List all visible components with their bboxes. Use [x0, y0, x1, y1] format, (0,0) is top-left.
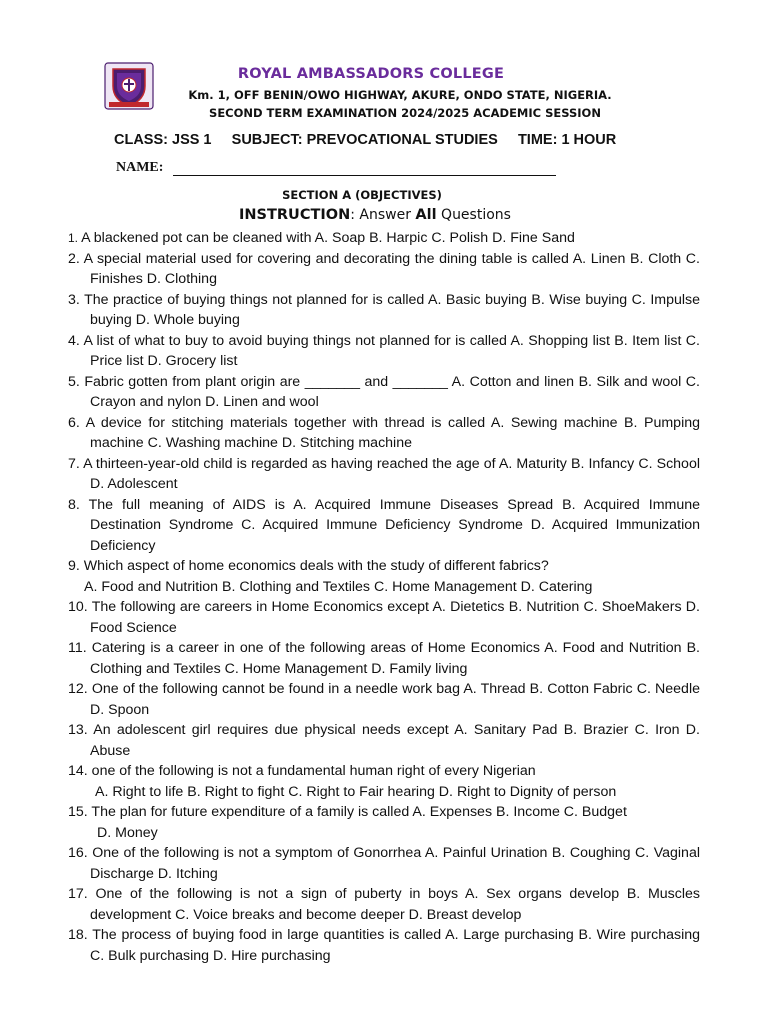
question-item: 7. A thirteen-year-old child is regarded as having reached the age of A. Maturity B. Infancy C. School D. Adolescent — [68, 455, 700, 492]
question-item: 18. The process of buying food in large quantities is called A. Large purchasing B. Wire purchasing C. Bulk purchasing D. Hire purchasing — [68, 927, 700, 964]
name-blank-line[interactable] — [173, 175, 556, 176]
exam-title: SECOND TERM EXAMINATION 2024/2025 ACADEMIC SESSION — [209, 106, 601, 120]
question-item: 14. one of the following is not a fundamental human right of every Nigerian — [68, 763, 536, 779]
instruction-colon: : — [350, 207, 355, 223]
section-title: SECTION A (OBJECTIVES) — [282, 188, 442, 202]
school-name: ROYAL AMBASSADORS COLLEGE — [237, 66, 505, 82]
question-item: 2. A special material used for covering and decorating the dining table is called A. Linen B. Cloth C. Finishes D. Clothing — [68, 250, 700, 287]
question-item: 16. One of the following is not a symptom of Gonorrhea A. Painful Urination B. Coughing C. Vaginal Discharge D. Itching — [68, 845, 700, 882]
time-label: TIME: 1 HOUR — [517, 132, 617, 148]
class-label: CLASS: JSS 1 — [114, 132, 212, 148]
question-item: 3. The practice of buying things not planned for is called A. Basic buying B. Wise buying C. Impulse buying D. Whole buying — [68, 291, 700, 328]
question-item: 4. A list of what to buy to avoid buying things not planned for is called A. Shopping list B. Item list C. Price list D. Grocery list — [68, 332, 700, 369]
question-options: D. Money — [97, 824, 158, 841]
subject-label: SUBJECT: PREVOCATIONAL STUDIES — [231, 132, 498, 148]
instruction-label: INSTRUCTION — [239, 207, 351, 223]
question-item: 15. The plan for future expenditure of a family is called A. Expenses B. Income C. Budget — [68, 804, 627, 820]
question-item: 13. An adolescent girl requires due physical needs except A. Sanitary Pad B. Brazier C. Iron D. Abuse — [68, 722, 700, 759]
class-subject-time-line — [114, 132, 616, 148]
question-options: A. Food and Nutrition B. Clothing and Textiles C. Home Management D. Catering — [84, 578, 593, 595]
instruction-post: Questions — [436, 207, 511, 223]
question-list — [68, 228, 700, 966]
question-item: 17. One of the following is not a sign of puberty in boys A. Sex organs develop B. Muscles development C. Voice breaks and become deeper D. Breast develop — [68, 886, 700, 923]
question-item: 9. Which aspect of home economics deals with the study of different fabrics? — [68, 558, 549, 574]
question-item: 6. A device for stitching materials together with thread is called A. Sewing machine B. Pumping machine C. Washing machine D. Stitching machine — [68, 414, 700, 451]
question-item: 8. The full meaning of AIDS is A. Acquired Immune Diseases Spread B. Acquired Immune Destination Syndrome C. Acquired Immune Deficiency Syndrome D. Acquired Immunization Deficiency — [68, 496, 700, 554]
instruction — [0, 207, 750, 223]
instruction-all: All — [415, 207, 437, 223]
school-address: Km. 1, OFF BENIN/OWO HIGHWAY, AKURE, ONDO STATE, NIGERIA. — [188, 88, 612, 102]
question-item: 1. A blackened pot can be cleaned with A. Soap B. Harpic C. Polish D. Fine Sand — [68, 230, 575, 246]
question-options: A. Right to life B. Right to fight C. Right to Fair hearing D. Right to Dignity of person — [95, 783, 617, 800]
name-label: NAME: — [116, 160, 164, 175]
question-item: 10. The following are careers in Home Economics except A. Dietetics B. Nutrition C. ShoeMakers D. Food Science — [68, 599, 700, 636]
question-item: 11. Catering is a career in one of the following areas of Home Economics A. Food and Nutrition B. Clothing and Textiles C. Home Management D. Family living — [68, 640, 700, 677]
instruction-pre: Answer — [354, 207, 416, 223]
question-item: 12. One of the following cannot be found in a needle work bag A. Thread B. Cotton Fabric C. Needle D. Spoon — [68, 681, 700, 718]
question-item: 5. Fabric gotten from plant origin are _______ and _______ A. Cotton and linen B. Silk and wool C. Crayon and nylon D. Linen and wool — [68, 373, 700, 410]
